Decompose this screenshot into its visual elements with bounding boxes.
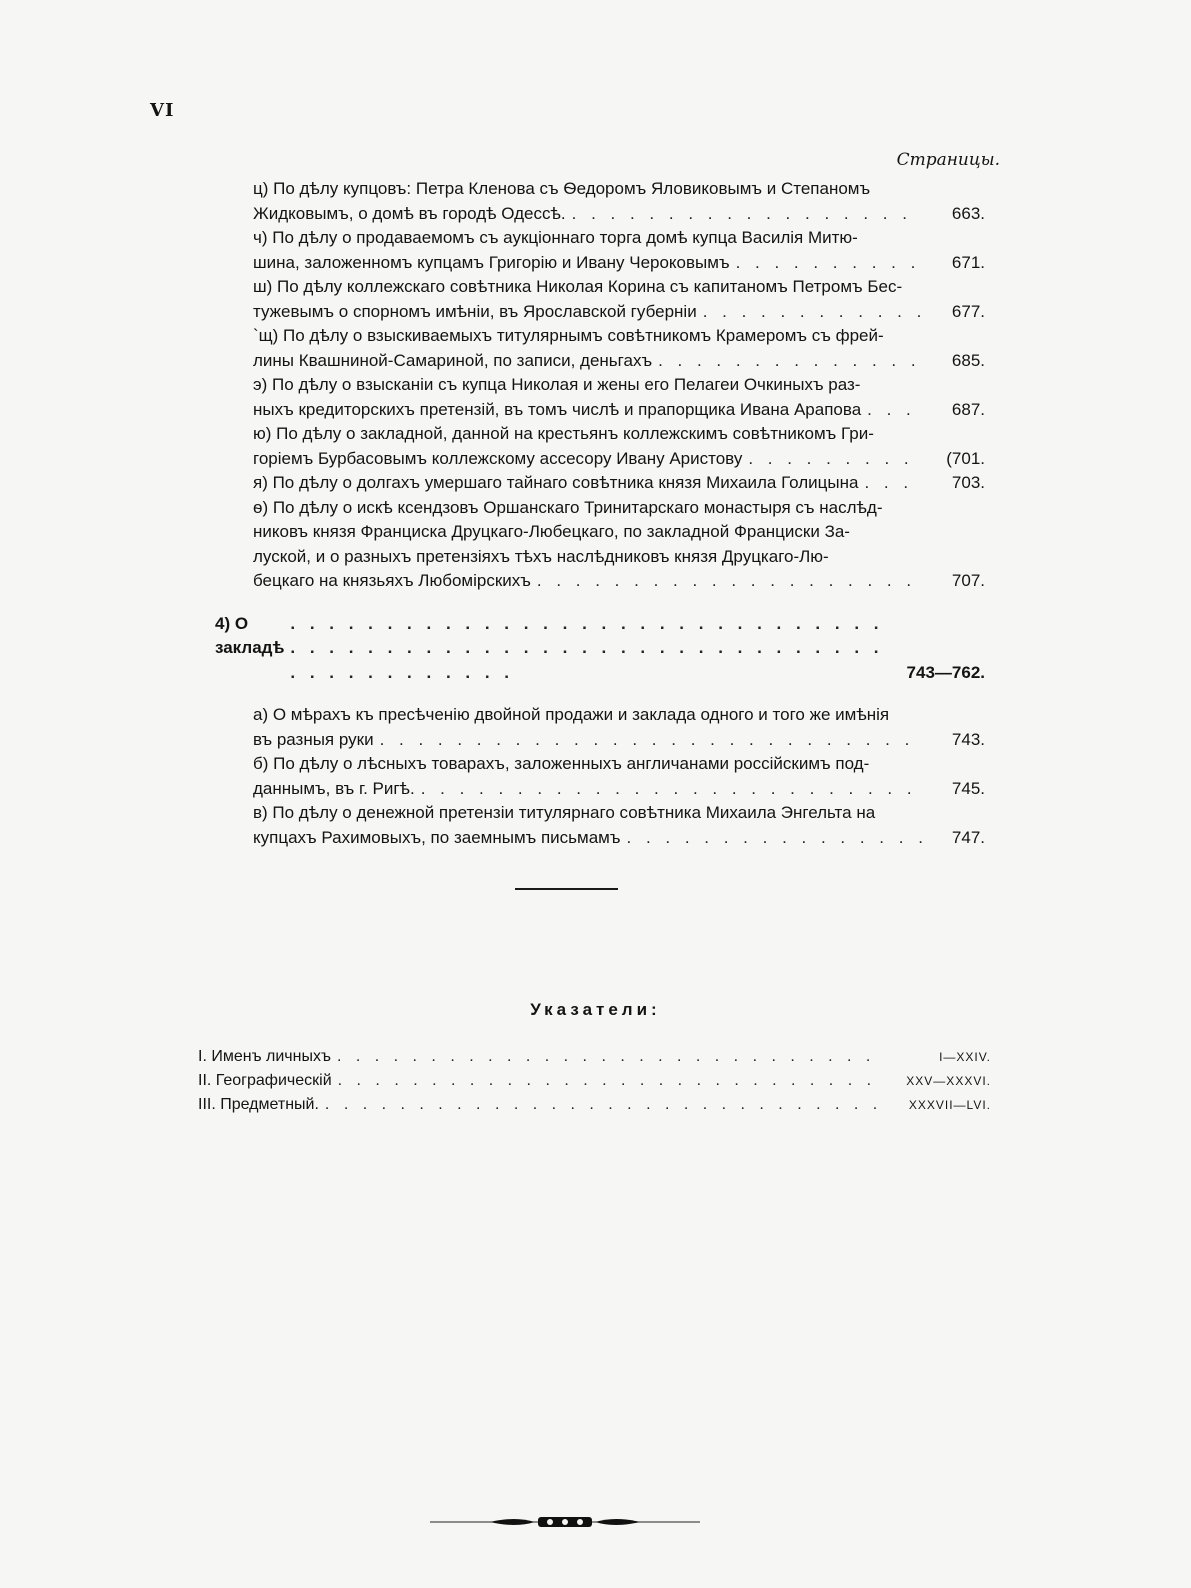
- toc-entry-line: луской, и о разныхъ претензіяхъ тѣхъ наслѣдниковъ князя Друцкаго-Лю-: [253, 546, 829, 566]
- index-pages: XXXVII—LVI.: [908, 1098, 991, 1112]
- leader-dots: [325, 1093, 883, 1117]
- toc-entry: [215, 471, 1015, 496]
- section-title: 4) О закладѣ: [215, 613, 285, 657]
- entries-group-2: [215, 703, 1015, 850]
- indexes-title: Указатели:: [530, 1000, 661, 1019]
- index-label: II. Географическій: [198, 1072, 332, 1089]
- leader-dots: [338, 1069, 883, 1093]
- toc-entry-body: [253, 801, 923, 850]
- toc-entry-page: 663.: [951, 203, 985, 223]
- leader-dots: [658, 349, 923, 374]
- toc-entry-page: 743.: [951, 729, 985, 749]
- toc-entry-page: 745.: [951, 778, 985, 798]
- toc-entry-last-line: купцахъ Рахимовыхъ, по заемнымъ письмамъ: [253, 827, 621, 847]
- toc-entry-last-line: Жидковымъ, о домѣ въ городѣ Одессѣ.: [253, 203, 566, 223]
- leader-dots: [572, 202, 923, 227]
- toc-entry-line: никовъ князя Франциска Друцкаго-Любецкаго, по закладной Франциски За-: [253, 522, 850, 541]
- section-pages: 743—762.: [906, 662, 985, 682]
- toc-entry-line: ц) По дѣлу купцовъ: Петра Кленова съ Ѳедоромъ Яловиковымъ и Степаномъ: [253, 179, 871, 198]
- pages-column-header: Страницы.: [896, 150, 1000, 170]
- toc-entry: [215, 373, 1015, 422]
- toc-entry: [215, 275, 1015, 324]
- index-item: [198, 1045, 991, 1069]
- toc-entry-last-line: бецкаго на князьяхъ Любомірскихъ: [253, 571, 531, 590]
- toc-entry-last-line: я) По дѣлу о долгахъ умершаго тайнаго совѣтника князя Михаила Голицына: [253, 473, 859, 492]
- toc-entry-body: [253, 703, 923, 752]
- toc-entry-body: [253, 324, 923, 373]
- toc-entry-page: (701.: [946, 448, 985, 468]
- toc-entry: [215, 324, 1015, 373]
- toc-entry: [215, 177, 1015, 226]
- toc-entry-line: `щ) По дѣлу о взыскиваемыхъ титулярнымъ совѣтникомъ Крамеромъ съ фрей-: [253, 326, 884, 345]
- index-label: I. Именъ личныхъ: [198, 1048, 331, 1065]
- toc-entry: [215, 752, 1015, 801]
- toc-entry-page: 677.: [951, 301, 985, 321]
- toc-entry: [215, 422, 1015, 471]
- toc-entry-last-line: тужевымъ о спорномъ имѣніи, въ Ярославской губерніи: [253, 301, 697, 321]
- toc-entry: [215, 801, 1015, 850]
- section-heading: [215, 612, 1015, 686]
- toc-entry-line: б) По дѣлу о лѣсныхъ товарахъ, заложенныхъ англичанами россійскимъ под-: [253, 754, 870, 773]
- table-of-contents: [215, 177, 1015, 850]
- toc-entry-last-line: ныхъ кредиторскихъ претензій, въ томъ числѣ и прапорщика Ивана Арапова: [253, 399, 862, 419]
- toc-entry-last-line: въ разныя руки: [253, 729, 374, 749]
- toc-entry: [215, 226, 1015, 275]
- ornament-divider-icon: [430, 1510, 700, 1534]
- leader-dots: [380, 728, 923, 753]
- toc-entry-body: [253, 471, 923, 496]
- toc-entry-line: ю) По дѣлу о закладной, данной на крестьянъ коллежскимъ совѣтникомъ Гри-: [253, 424, 874, 443]
- leader-dots: [421, 777, 923, 802]
- toc-entry-page: 707.: [951, 571, 985, 590]
- divider-rule: [515, 888, 618, 890]
- toc-entry-last-line: даннымъ, въ г. Ригѣ.: [253, 778, 415, 798]
- toc-entry-body: [253, 373, 923, 422]
- leader-dots: [337, 1045, 883, 1069]
- toc-entry: [215, 703, 1015, 752]
- toc-entry-last-line: горіемъ Бурбасовымъ коллежскому ассесору Ивану Аристову: [253, 448, 743, 468]
- leader-dots: [537, 569, 923, 594]
- toc-entry-body: [253, 422, 923, 471]
- toc-entry: [215, 496, 1015, 594]
- indexes-list: [198, 1045, 998, 1117]
- toc-entry-body: [253, 177, 923, 226]
- entries-group-1: [215, 177, 1015, 594]
- leader-dots: [290, 612, 885, 686]
- toc-entry-line: в) По дѣлу о денежной претензіи титулярнаго совѣтника Михаила Энгельта на: [253, 803, 876, 822]
- page-number: VI: [150, 100, 175, 121]
- index-pages: XXV—XXXVI.: [906, 1074, 991, 1088]
- toc-entry-line: ч) По дѣлу о продаваемомъ съ аукціоннаго торга домѣ купца Василія Митю-: [253, 228, 858, 247]
- toc-entry-line: ш) По дѣлу коллежскаго совѣтника Николая Корина съ капитаномъ Петромъ Бес-: [253, 277, 903, 296]
- toc-entry-last-line: лины Квашниной-Самариной, по записи, деньгахъ: [253, 350, 653, 370]
- toc-entry-body: [253, 496, 923, 594]
- index-item: [198, 1069, 991, 1093]
- toc-entry-line: э) По дѣлу о взысканіи съ купца Николая и жены его Пелагеи Очкиныхъ раз-: [253, 375, 861, 394]
- index-label: III. Предметный.: [198, 1096, 319, 1113]
- toc-entry-page: 703.: [951, 473, 985, 492]
- toc-entry-page: 671.: [951, 252, 985, 272]
- toc-entry-body: [253, 226, 923, 275]
- toc-entry-page: 687.: [951, 399, 985, 419]
- toc-entry-page: 747.: [951, 827, 985, 847]
- index-pages: I—XXIV.: [939, 1050, 991, 1064]
- toc-entry-line: ѳ) По дѣлу о искѣ ксендзовъ Оршанскаго Тринитарскаго монастыря съ наслѣд-: [253, 497, 883, 517]
- toc-entry-page: 685.: [951, 350, 985, 370]
- leader-dots: [627, 826, 924, 851]
- toc-entry-line: а) О мѣрахъ къ пресѣченію двойной продажи и заклада одного и того же имѣнія: [253, 705, 890, 724]
- toc-entry-body: [253, 275, 923, 324]
- index-item: [198, 1093, 991, 1117]
- toc-entry-last-line: шина, заложенномъ купцамъ Григорію и Ивану Чероковымъ: [253, 252, 730, 272]
- toc-entry-body: [253, 752, 923, 801]
